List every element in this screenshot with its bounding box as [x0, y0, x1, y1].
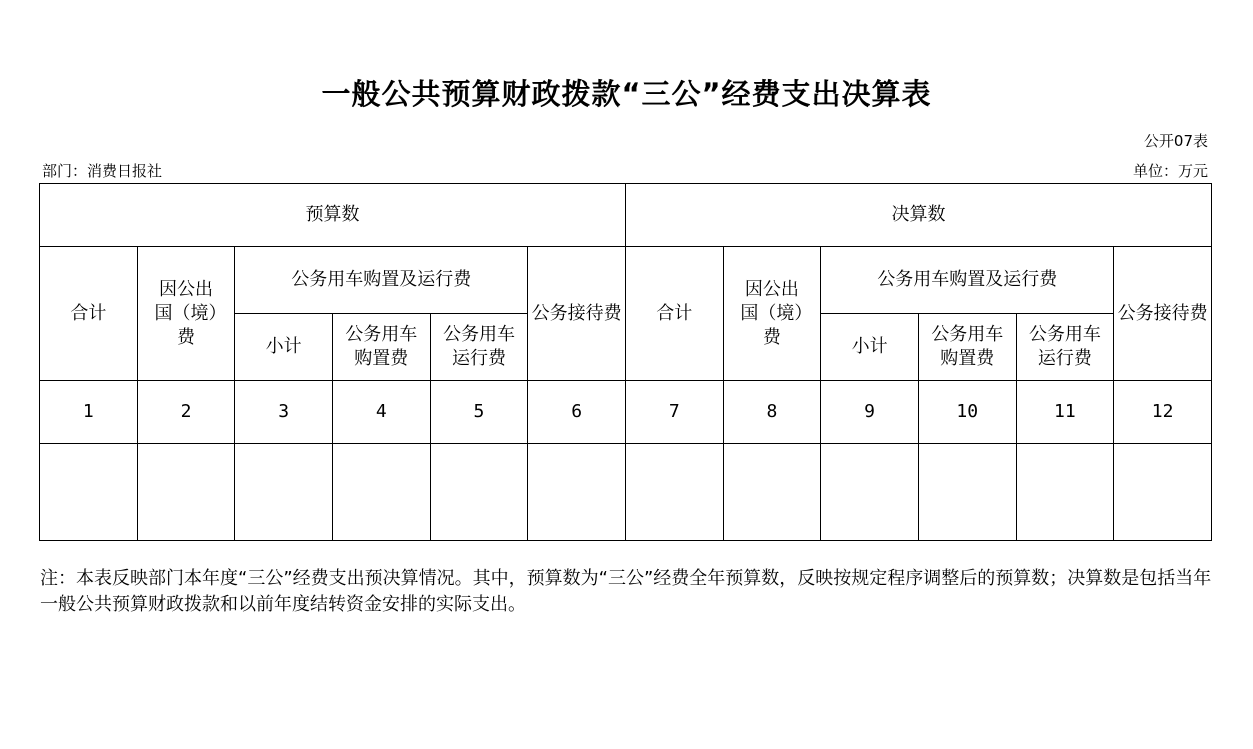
- column-number: 11: [1016, 381, 1114, 444]
- column-number: 2: [137, 381, 235, 444]
- footnote: 注：本表反映部门本年度“三公”经费支出预决算情况。其中，预算数为“三公”经费全年预算数，反映按规定程序调整后的预算数；决算数是包括当年一般公共预算财政拨款和以前年度结转资金安排的实际支出。: [40, 568, 1212, 615]
- table-header-row-sub: [40, 247, 1212, 314]
- table-cell: [723, 444, 821, 541]
- column-number: 6: [528, 381, 626, 444]
- final-vehicle-purchase-header: 公务用车购置费: [918, 314, 1016, 381]
- budget-vehicle-operation-header: 公务用车运行费: [430, 314, 528, 381]
- budget-abroad-header: 因公出国（境）费: [137, 247, 235, 381]
- budget-reception-header: 公务接待费: [528, 247, 626, 381]
- column-number: 7: [625, 381, 723, 444]
- table-cell: [430, 444, 528, 541]
- final-vehicle-operation-header: 公务用车运行费: [1016, 314, 1114, 381]
- budget-total-header: 合计: [40, 247, 138, 381]
- budget-vehicle-group-header: 公务用车购置及运行费: [235, 247, 528, 314]
- table-cell: [625, 444, 723, 541]
- table-cell: [528, 444, 626, 541]
- final-vehicle-group-header: 公务用车购置及运行费: [821, 247, 1114, 314]
- table-cell: [1016, 444, 1114, 541]
- table-header-row-group: [40, 184, 1212, 247]
- table-cell: [821, 444, 919, 541]
- department-label: 部门：消费日报社: [42, 162, 163, 180]
- final-total-header: 合计: [625, 247, 723, 381]
- budget-vehicle-purchase-header: 公务用车购置费: [332, 314, 430, 381]
- page-title: 一般公共预算财政拨款“三公”经费支出决算表: [321, 77, 932, 111]
- budget-subtotal-header: 小计: [235, 314, 333, 381]
- table-cell: [1114, 444, 1212, 541]
- final-abroad-header: 因公出国（境）费: [723, 247, 821, 381]
- budget-header: 预算数: [40, 184, 626, 247]
- column-number: 1: [40, 381, 138, 444]
- column-number: 9: [821, 381, 919, 444]
- column-number: 8: [723, 381, 821, 444]
- table-cell: [918, 444, 1016, 541]
- final-header: 决算数: [625, 184, 1211, 247]
- unit-label: 单位：万元: [1132, 162, 1208, 180]
- column-number: 12: [1114, 381, 1212, 444]
- column-number: 4: [332, 381, 430, 444]
- form-code: 公开07表: [1143, 132, 1208, 150]
- final-reception-header: 公务接待费: [1114, 247, 1212, 381]
- table-cell: [235, 444, 333, 541]
- table-cell: [40, 444, 138, 541]
- table-column-number-row: [40, 381, 1212, 444]
- table-row: [40, 444, 1212, 541]
- final-subtotal-header: 小计: [821, 314, 919, 381]
- three-public-expense-table: [39, 183, 1212, 541]
- table-cell: [137, 444, 235, 541]
- column-number: 3: [235, 381, 333, 444]
- table-cell: [332, 444, 430, 541]
- column-number: 10: [918, 381, 1016, 444]
- column-number: 5: [430, 381, 528, 444]
